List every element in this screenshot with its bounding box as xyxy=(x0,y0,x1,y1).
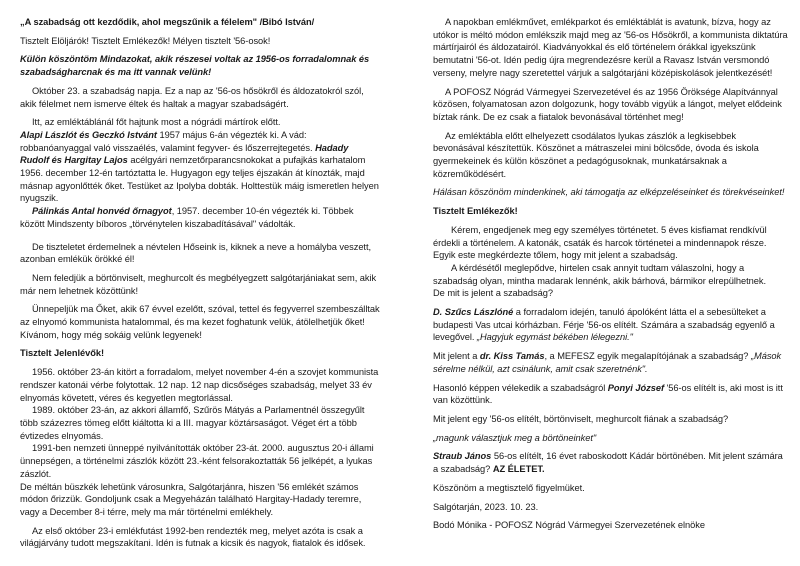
paragraph xyxy=(433,350,788,375)
paragraph: De méltán büszkék lehetünk városunkra, Salgótarjánra, hiszen '56 emlékét számos módon őrizzük. Gondoljunk csak a Megyeházán található Hargitay-Hadady teremre, vagy a December 8-i térre, mely ma már történelmi emlékhely. xyxy=(20,481,362,517)
welcome-text: Külön köszöntöm Mindazokat, akik részesei voltak az 1956-os forradalomnak és szabadságharcnak és ma itt vannak velünk! xyxy=(20,54,370,78)
paragraph xyxy=(20,129,380,205)
paragraph xyxy=(433,306,788,344)
paragraph: Mit jelent egy '56-os elítélt, börtönviselt, meghurcolt fiának a szabadság? xyxy=(433,413,729,424)
right-column xyxy=(433,16,788,538)
paragraph: Az első október 23-i emlékfutást 1992-ben rendezték meg, melyet azóta is csak a világjárvány tudott megszakítani. Idén is futnak a kicsik és nagyok, fiatalok és idősek. xyxy=(20,525,366,549)
closing: Köszönöm a megtisztelő figyelmüket. xyxy=(433,482,585,493)
paragraph-text: '56-os elítélt is, aki most is itt van közöttünk. xyxy=(433,382,783,406)
paragraph: A POFOSZ Nógrád Vármegyei Szervezetével és az 1956 Öröksége Alapítvánnyal közösen, folyamatosan azon dolgozunk, hogy tovább vigyük a lángot, melyet elődeink bíztak ránk. De ez csak a fiatalok bevonásával történhet meg! xyxy=(433,86,782,122)
thanks-text: Hálásan köszönöm mindenkinek, aki támogatja az elképzeléseinket és törekvéseinket! xyxy=(433,187,785,198)
greeting: Tisztelt Elöljárók! Tisztelt Emlékezők! Mélyen tisztelt '56-osok! xyxy=(20,35,271,46)
martyr-name: Pálinkás Antal honvéd őrnagyot xyxy=(32,206,172,217)
place-date: Salgótarján, 2023. 10. 23. xyxy=(433,501,539,512)
person-name: Straub János xyxy=(433,451,492,462)
quote: „Mások sérelme nélkül, azt csinálunk, amit csak szeretnénk". xyxy=(433,351,782,374)
left-column xyxy=(20,16,380,556)
person-name: D. Szűcs Lászlóné xyxy=(433,307,514,318)
paragraph: Kérem, engedjenek meg egy személyes történetet. 5 éves kisfiamat rendkívül érdekli a történelem. A katonák, csaták és harcok történetei a mindennapok része. Egyik este megkérdezte tőlem, hogy mit jelent a szabadság. xyxy=(433,224,767,261)
paragraph: 1956. október 23-án kitört a forradalom, melyet november 4-én a szovjet kommunista rendszer katonái vérbe folytottak. 12 nap. 12 nap dicsőséges szabadság, melyet 33 év elnyomás követett, véres és kegyetlen megtorlással. xyxy=(20,367,379,403)
signature: Bodó Mónika - POFOSZ Nógrád Vármegyei Szervezetének elnöke xyxy=(433,520,706,531)
quote: „Hagyjuk egymást békében lélegezni." xyxy=(476,332,633,343)
paragraph-text: , 1957. december 10-én végezték ki. Többek között Mindszenty bíboros „törvénytelen kiszabadításával" vádolták. xyxy=(20,206,354,229)
paragraph: Itt, az emléktáblánál főt hajtunk most a nógrádi mártírok előtt. xyxy=(32,117,281,128)
paragraph-text: Mit jelent a xyxy=(433,351,480,362)
paragraph: Nem feledjük a börtönviselt, meghurcolt és megbélyegzett salgótarjániakat sem, akik már nem lehetnek közöttünk! xyxy=(20,272,377,296)
paragraph: A kérdésétől meglepődve, hirtelen csak annyit tudtam válaszolni, hogy a szabadság olyan, mintha madarak lennénk, akik bárhová, bármikor elrepülhetnek. xyxy=(433,262,767,286)
martyr-names: Alapi Lászlót és Geczkó Istvánt xyxy=(20,129,157,140)
paragraph: Ünnepeljük ma Őket, akik 67 évvel ezelőtt, szóval, tettel és fegyverrel szembeszálltak az elnyomó kommunista hatalommal, és ma kezet foghatunk velük, átölelhetjük őket! Kívánom, hogy még sokáig velünk legyenek! xyxy=(20,304,380,340)
paragraph: 1989. október 23-án, az akkori államfő, Szűrös Mátyás a Parlamentnél összegyűlt több százezres tömeg előtt kiáltotta ki a III. magyar köztársaságot. Véget ért a több évtizedes elnyomás. xyxy=(20,405,365,441)
paragraph-text: 1957 május 6-án végezték ki. A vád: robbanóanyaggal való visszaélés, valamint fegyver- és lőszerrejtegetés. xyxy=(20,129,316,153)
person-name: dr. Kiss Tamás xyxy=(479,351,545,362)
paragraph xyxy=(433,450,788,475)
paragraph-text: , a MEFESZ egyik megalapítójának a szabadság? xyxy=(544,351,751,362)
paragraph-text: Hasonló képpen vélekedik a szabadságról xyxy=(433,382,608,393)
paragraph: 1991-ben nemzeti ünneppé nyilvánították október 23-át. 2000. augusztus 20-i állami ünnepségen, a történelmi zászlók között 23.-ként felsorakoztatták 56 jelképét, a lyukas zászlót. xyxy=(20,443,374,479)
paragraph: De tiszteletet érdemelnek a névtelen Hőseink is, kiknek a neve a homályba veszett, azonban emlékük örökké él! xyxy=(20,241,372,265)
section-heading: Tisztelt Jelenlévők! xyxy=(20,348,105,359)
paragraph: A napokban emlékművet, emlékparkot és emléktáblát is avatunk, bízva, hogy az utókor is méltó módon emlékszik majd meg az '56-os Hősökről, a kommunista diktatúra mártírjairól és áldozatairól. Kiadványokkal és elő történelem órákkal igyekszünk bemutatni '56-ot. Idén pedig újra megrendezésre kerül a Ravasz István versmondó verseny, melyre nagy szeretettel várjuk a salgótarjáni középiskolások jelentkezését! xyxy=(433,17,788,78)
paragraph-text: acélgyári nemzetőrparancsnokokat a pufajkás karhatalom 1956. december 12-én tartóztatta le. Hugyagon egy teljes éjszakán át kínozták, majd másnap agyonlőtték őket. Testüket az Ipolyba dobták. Holttestük máig ismeretlen helyen nyugszik. xyxy=(20,155,379,204)
person-name: Ponyi József xyxy=(607,382,664,393)
paragraph-text: 56-os elítélt, 16 évet raboskodott Kádár börtönében. Mit jelent számára a szabadság? xyxy=(433,451,783,475)
paragraph-text: a forradalom idején, tanuló ápolóként látta el a sebesülteket a budapesti Vas utcai kórházban. Férje '56-os elítélt. Számára a szabadság egyenlő a levegővel. xyxy=(433,307,775,343)
paragraph: Október 23. a szabadság napja. Ez a nap az '56-os hősökről és áldozatokról szól, akik félelmet nem ismerve éltek és haltak a magyar szabadságért. xyxy=(20,85,364,109)
speech-title: „A szabadság ott kezdődik, ahol megszűnik a félelem" /Bibó István/ xyxy=(20,17,315,27)
emphasis: AZ ÉLETET. xyxy=(492,464,545,475)
paragraph xyxy=(20,205,380,230)
paragraph xyxy=(433,382,788,407)
quote: „magunk választjuk meg a börtöneinket" xyxy=(433,432,597,443)
paragraph: De mit is jelent a szabadság? xyxy=(433,288,553,299)
martyr-names: Hadady Rudolf és Hargitay Lajos xyxy=(20,142,349,166)
paragraph: Az emléktábla előtt elhelyezett csodálatos lyukas zászlók a legkisebbek bevonásával készítettük. Köszönet a mátraszelei mini bölcsőde, óvoda és iskola gyermekeinek és külön köszönet a pedagógusoknak, munkatársaknak a közreműködésért. xyxy=(433,130,759,179)
section-heading: Tisztelt Emlékezők! xyxy=(433,206,518,217)
